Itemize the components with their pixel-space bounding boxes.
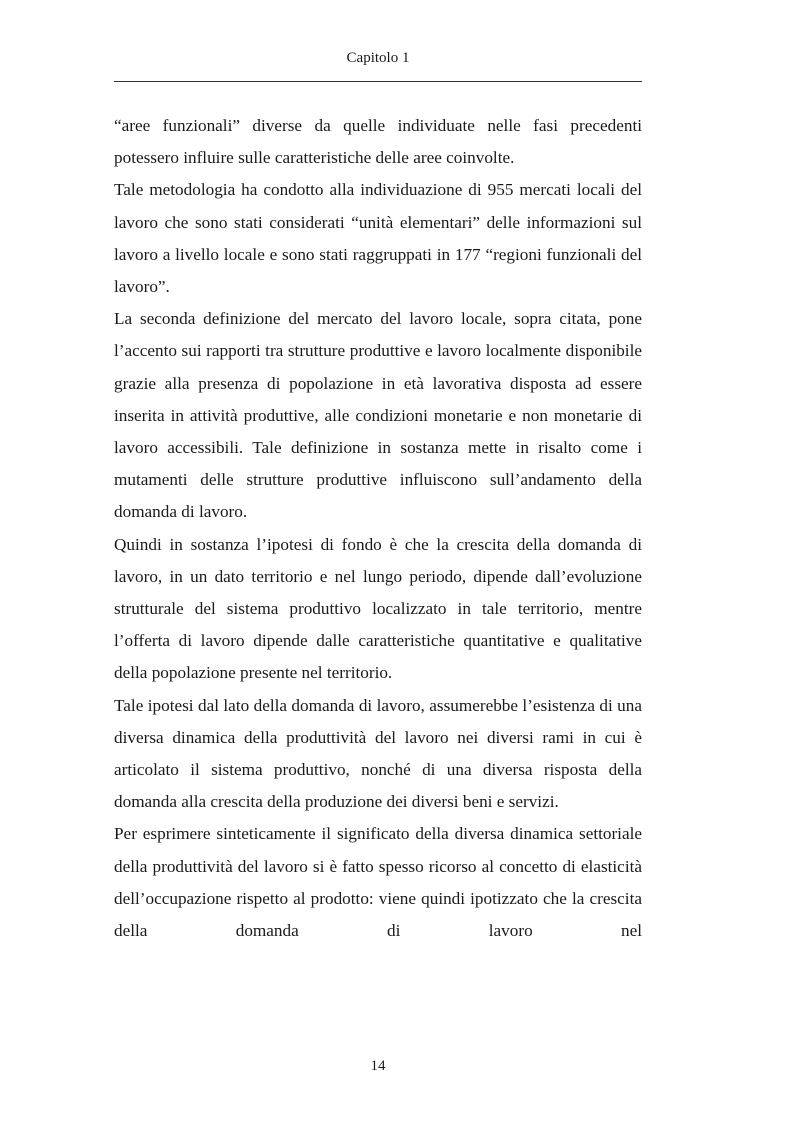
header-divider [114, 81, 642, 82]
paragraph-5: Tale ipotesi dal lato della domanda di lavoro, assumerebbe l’esistenza di una diversa dinamica della produttività del lavoro nei diversi rami in cui è articolato il sistema produttivo, nonché di una diversa risposta della domanda alla crescita della produzione dei diversi beni e servizi. [114, 695, 642, 812]
paragraph-3: La seconda definizione del mercato del lavoro locale, sopra citata, pone l’accento sui rapporti tra strutture produttive e lavoro localmente disponibile grazie alla presenza di popolazione in età lavorativa disposta ad essere inserita in attività produttive, alle condizioni monetarie e non monetarie di lavoro accessibili. Tale definizione in sostanza mette in risalto come i mutamenti delle strutture produttive influiscono sull’andamento della domanda di lavoro. [114, 309, 642, 522]
paragraph-1: “aree funzionali” diverse da quelle individuate nelle fasi precedenti potessero influire sulle caratteristiche delle aree coinvolte. [114, 116, 642, 168]
running-header: Capitolo 1 [346, 50, 410, 66]
paragraph-4: Quindi in sostanza l’ipotesi di fondo è che la crescita della domanda di lavoro, in un dato territorio e nel lungo periodo, dipende dall’evoluzione strutturale del sistema produttivo localizzato in tale territorio, mentre l’offerta di lavoro dipende dalle caratteristiche quantitative e qualitative della popolazione presente nel territorio. [114, 534, 642, 683]
paragraph-6: Per esprimere sinteticamente il significato della diversa dinamica settoriale della produttività del lavoro si è fatto spesso ricorso al concetto di elasticità dell’occupazione rispetto al prodotto: viene quindi ipotizzato che la crescita della domanda di lavoro nel [114, 824, 642, 941]
body-text [114, 110, 642, 947]
page-number: 14 [370, 1058, 386, 1074]
paragraph-2: Tale metodologia ha condotto alla individuazione di 955 mercati locali del lavoro che sono stati considerati “unità elementari” delle informazioni sul lavoro a livello locale e sono stati raggruppati in 177 “regioni funzionali del lavoro”. [114, 180, 642, 297]
